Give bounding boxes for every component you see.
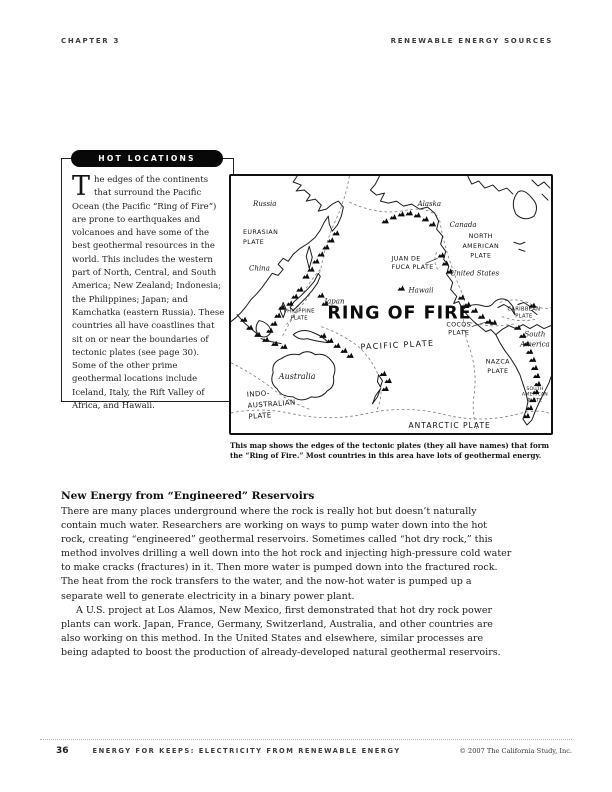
volcano-icon (333, 343, 340, 348)
volcano-icon (471, 308, 478, 313)
callout-body-text: he edges of the continents that surround the Pacific Ocean (the Pacific “Ring of Fire”) are prone to earthquakes and volcanoes and have some of the best geothermal resources in the world. This includes the western part of North, Central, and South America; New Zealand; Indonesia; the Philippines; Japan; and Kamchatka (eastern Russia). These countries all have coastlines that sit on or near the boundaries of tectonic plates (see page 30). Some of the other prime geothermal locations include Iceland, Italy, the Rift Valley of Africa, and Hawaii. (72, 175, 225, 412)
volcano-icon (322, 244, 329, 249)
coastline-new-zealand (372, 375, 382, 404)
volcano-icon (526, 349, 533, 354)
label-pacific-plate: PACIFIC PLATE (360, 338, 435, 352)
volcano-icon (478, 314, 485, 319)
coastline-sakhalin (306, 246, 312, 268)
volcano-icon (270, 321, 277, 326)
volcano-icon (384, 378, 391, 383)
callout-banner (71, 150, 223, 167)
volcano-icon (291, 293, 298, 298)
page-header (61, 37, 553, 45)
callout-body (72, 171, 225, 413)
label-japan: Japan (324, 296, 345, 306)
coastline-arctic-canada (468, 176, 513, 194)
ring-of-fire-map (229, 174, 553, 435)
map-canvas (231, 176, 551, 433)
hot-locations-callout (61, 154, 234, 412)
volcano-icon (379, 371, 386, 376)
label-antarctic-plate: ANTARCTIC PLATE (408, 420, 491, 430)
label-russia: Russia (253, 199, 277, 209)
volcano-icon (274, 313, 281, 318)
label-south-america: South America (520, 329, 550, 349)
volcano-icon (317, 251, 324, 256)
volcano-icon (327, 237, 334, 242)
coastline-japan (290, 273, 320, 310)
paragraph: A U.S. project at Los Alamos, New Mexico, first demonstrated that hot dry rock power plants can work. Japan, France, Germany, Switzerland, Australia, and other countries are also working on this method. In the United States and elsewhere, similar processes are being adapted to boost the production of already-developed natural geothermal reservoirs. (61, 604, 501, 658)
volcano-icon (429, 221, 436, 226)
coastline-arctic-islands (532, 180, 550, 200)
page-number: 36 (56, 746, 69, 756)
article (61, 489, 513, 660)
volcano-icon (406, 210, 413, 215)
volcano-icon (340, 348, 347, 353)
volcano-icon (307, 266, 314, 271)
label-caribbean-plate: CARIBBEAN PLATE (507, 306, 541, 320)
volcano-icon (302, 273, 309, 278)
label-philippine-plate: PHILIPPINE PLATE (283, 308, 315, 322)
label-north-american-plate: NORTH AMERICAN PLATE (462, 233, 500, 260)
volcano-icon (398, 211, 405, 216)
volcano-icon (326, 338, 333, 343)
section-heading: New Energy from “Engineered” Reservoirs (61, 490, 315, 502)
volcano-icon (438, 252, 445, 257)
volcano-icon (533, 373, 540, 378)
volcano-icon (296, 286, 303, 291)
volcano-icon (346, 353, 353, 358)
map-title: RING OF FIRE (327, 303, 472, 324)
label-cocos-plate: COCOS PLATE (446, 321, 472, 337)
volcano-icon (319, 333, 326, 338)
volcano-icon (414, 212, 421, 217)
label-indo-australian-plate: INDO-AUSTRALIANPLATE (246, 388, 296, 421)
label-canada: Canada (449, 220, 477, 230)
paragraph: There are many places underground where the rock is really hot but doesn’t naturally contain much water. Researchers are working on ways to pump water down into the hot rock, creating “engineered” geothermal reservoirs. Sometimes called “hot dry rock,” this method involves drilling a well down into the hot rock and injecting high-pressure cold water to make cracks (fractures) in it. Then more water is pumped down into the fractured rock. The heat from the rock transfers to the water, and the now-hot water is pumped up a separate well to generate electricity in a binary power plant. (61, 506, 512, 602)
volcano-icon (381, 386, 388, 391)
label-juan-de-fuca-plate: JUAN DE FUCA PLATE (391, 255, 434, 271)
page-footer (40, 739, 572, 756)
volcano-icon (332, 230, 339, 235)
coastlines (231, 176, 551, 425)
drop-cap: T (72, 171, 91, 202)
label-united-states: United States (450, 268, 500, 278)
label-south-american-plate: SOUTH AMERICAN PLATE (521, 386, 548, 404)
copyright-notice: © 2007 The California Study, Inc. (459, 747, 572, 755)
callout-banner-label: HOT LOCATIONS (98, 154, 196, 163)
label-australia: Australia (278, 371, 316, 381)
label-nazca-plate: NAZCA PLATE (485, 358, 510, 375)
label-hawaii: Hawaii (408, 285, 434, 295)
volcano-icon (398, 285, 405, 290)
volcano-icon (389, 214, 396, 219)
chapter-label: CHAPTER 3 (61, 37, 121, 45)
book-title: ENERGY FOR KEEPS: ELECTRICITY FROM RENEWABLE ENERGY (92, 747, 401, 755)
volcano-icon (422, 216, 429, 221)
volcano-icon (312, 258, 319, 263)
map-caption: This map shows the edges of the tectonic plates (they all have names) that form the “Ring of Fire.” Most countries in this area have lots of geothermal energy. (230, 441, 549, 460)
volcano-icon (286, 300, 293, 305)
volcano-icon (531, 365, 538, 370)
coastline-hudson-bay (513, 191, 536, 219)
volcano-icon (534, 381, 541, 386)
volcano-icon (529, 357, 536, 362)
running-head: RENEWABLE ENERGY SOURCES (390, 37, 553, 45)
volcano-icon (381, 218, 388, 223)
volcano-icon (280, 344, 287, 349)
label-china: China (249, 263, 270, 273)
label-eurasian-plate: EURASIAN PLATE (243, 229, 279, 246)
coastline-great-lakes (514, 242, 525, 251)
label-alaska: Alaska (417, 199, 442, 209)
